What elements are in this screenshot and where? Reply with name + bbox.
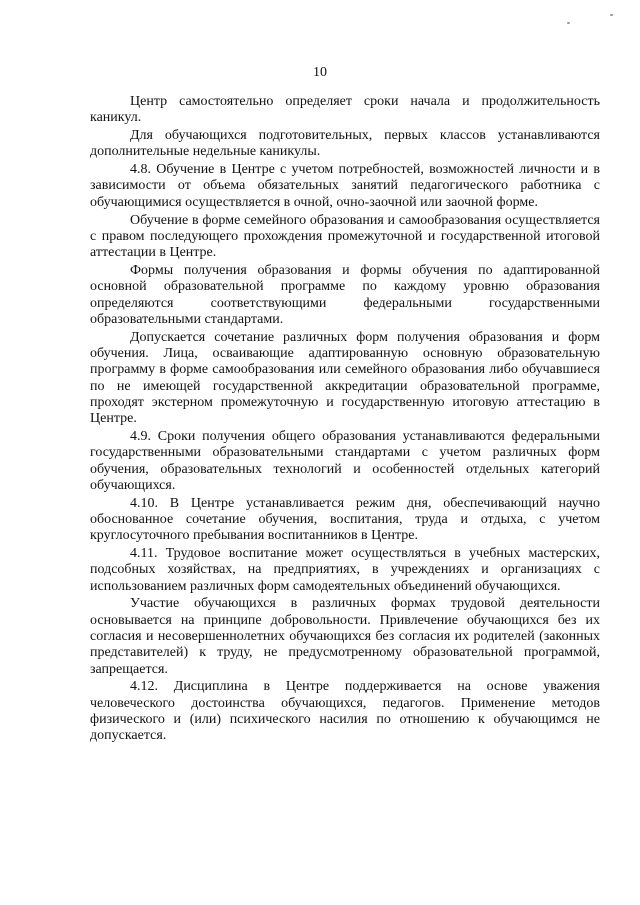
paragraph-4-9-education-terms: 4.9. Сроки получения общего образования устанавливаются федеральными государственными образовательными стандартами с учетом различных форм обучения, образовательных технологий и особенностей отдельных категорий обучающихся.: [90, 428, 600, 493]
paragraph-vacation-dates: Центр самостоятельно определяет сроки начала и продолжительность каникул.: [90, 94, 600, 126]
paragraph-combined-forms: Допускается сочетание различных форм получения образования и форм обучения. Лица, осваивающие адаптированную основную образовательную программу в форме самообразования или семейного образования либо обучавшиеся по не имеющей государственной аккредитации образовательной программе, проходят экстерном промежуточную и государственную итоговую аттестацию в Центре.: [90, 329, 600, 427]
paragraph-additional-vacations: Для обучающихся подготовительных, первых классов устанавливаются дополнительные недельные каникулы.: [90, 128, 600, 160]
paragraph-4-12-discipline: 4.12. Дисциплина в Центре поддерживается на основе уважения человеческого достоинства обучающихся, педагогов. Применение методов физического и (или) психического насилия по отношению к обучающимся не допускается.: [90, 679, 600, 744]
paragraph-family-education: Обучение в форме семейного образования и самообразования осуществляется с правом последующего прохождения промежуточной и государственной итоговой аттестации в Центре.: [90, 212, 600, 261]
paragraph-4-11-labor-education: 4.11. Трудовое воспитание может осуществляться в учебных мастерских, подсобных хозяйствах, на предприятиях, в учреждениях и организациях с использованием различных форм самодеятельных объединений обучающихся.: [90, 546, 600, 594]
scan-speck: [567, 22, 570, 24]
scan-speck: [610, 14, 613, 16]
document-body: [90, 94, 600, 746]
paragraph-4-10-daily-regime: 4.10. В Центре устанавливается режим дня, обеспечивающий научно обоснованное сочетание обучения, воспитания, труда и отдыха, с учетом круглосуточного пребывания воспитанников в Центре.: [90, 495, 600, 544]
paragraph-4-8-forms-of-study: 4.8. Обучение в Центре с учетом потребностей, возможностей личности и в зависимости от объема обязательных занятий педагогического работника с обучающимися осуществляется в очной, очно-заочной или заочной форме.: [90, 162, 600, 210]
page-number: 10: [313, 65, 327, 80]
paragraph-voluntary-labor: Участие обучающихся в различных формах трудовой деятельности основывается на принципе добровольности. Привлечение обучающихся без их согласия и несовершеннолетних обучающихся без согласия их родителей (законных представителей) к труду, не предусмотренному образовательной программой, запрещается.: [90, 596, 600, 677]
paragraph-adapted-program: Формы получения образования и формы обучения по адаптированной основной образовательной программе по каждому уровню образования определяются соответствующими федеральными государственными образовательными стандартами.: [90, 262, 600, 327]
